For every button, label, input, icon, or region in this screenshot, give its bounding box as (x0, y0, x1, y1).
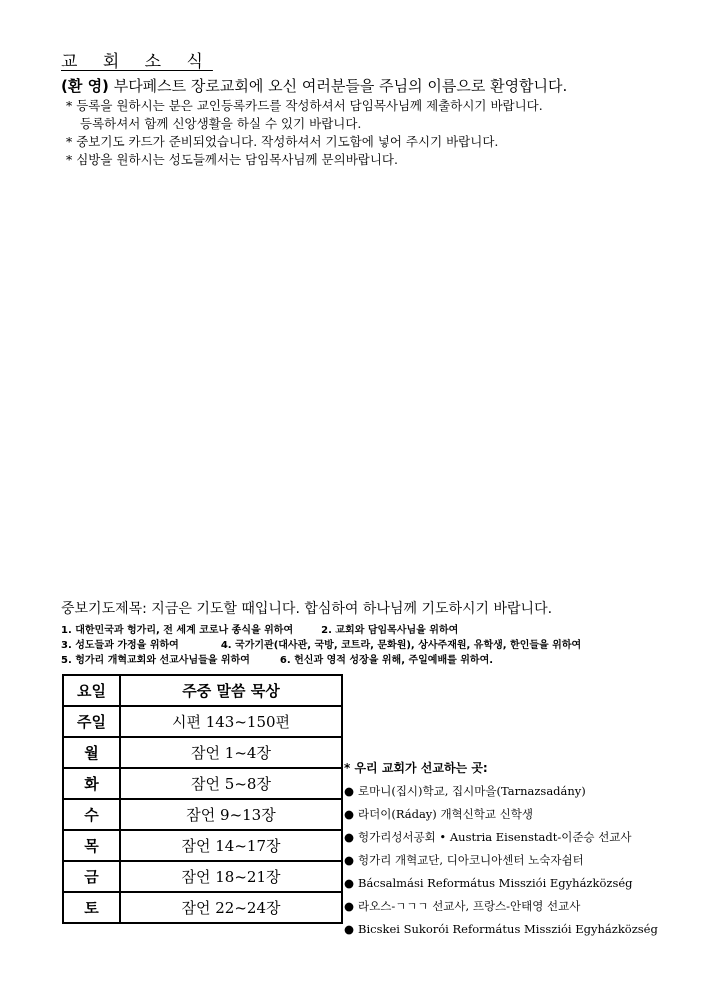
list-item (344, 895, 684, 918)
list-item (344, 918, 684, 941)
list-item (344, 849, 684, 872)
mission-item-label: Bicskei Sukorói Református Missziói Egyházközség (358, 922, 658, 936)
day-cell: 주일 (63, 706, 120, 737)
day-cell: 수 (63, 799, 120, 830)
bullet-icon: ● (344, 853, 355, 867)
prayer-item: 2. 교회와 담임목사님을 위하여 (321, 625, 459, 636)
bullet-icon: ● (344, 876, 355, 890)
notice-prayer-card: * 중보기도 카드가 준비되었습니다. 작성하셔서 기도함에 넣어 주시기 바랍니다. (66, 134, 499, 149)
mission-list (344, 759, 684, 941)
table-row (63, 892, 342, 923)
notice-registration: * 등록을 원하시는 분은 교인등록카드를 작성하셔서 담임목사님께 제출하시기 바랍니다. (66, 98, 543, 113)
bullet-icon: ● (344, 807, 355, 821)
mission-heading: * 우리 교회가 선교하는 곳: (344, 761, 488, 775)
prayer-line (61, 621, 458, 636)
prayer-item: 3. 성도들과 가정을 위하여 (61, 640, 179, 651)
prayer-item: 6. 헌신과 영적 성장을 위해, 주일예배를 위하여. (279, 655, 494, 666)
reading-cell: 잠언 1~4장 (120, 737, 342, 768)
reading-cell: 잠언 9~13장 (120, 799, 342, 830)
day-cell: 월 (63, 737, 120, 768)
notice-visitation: * 심방을 원하시는 성도들께서는 담임목사님께 문의바랍니다. (66, 152, 398, 167)
prayer-heading: 중보기도제목: 지금은 기도할 때입니다. 합심하여 하나님께 기도하시기 바랍니다. (61, 601, 553, 617)
list-item (344, 780, 684, 803)
welcome-line (61, 75, 567, 96)
table-row (63, 768, 342, 799)
bullet-icon: ● (344, 784, 355, 798)
table-row (63, 861, 342, 892)
prayer-item: 1. 대한민국과 헝가리, 전 세계 코로나 종식을 위하여 (61, 625, 294, 636)
table-row (63, 799, 342, 830)
prayer-item: 4. 국가기관(대사관, 국방, 코트라, 문화원), 상사주재원, 유학생, 한인들을 위하여 (220, 640, 582, 651)
prayer-item: 5. 헝가리 개혁교회와 선교사님들을 위하여 (61, 655, 250, 666)
list-item (344, 803, 684, 826)
bible-reading-table (62, 674, 343, 924)
table-row (63, 706, 342, 737)
list-item (344, 826, 684, 849)
reading-cell: 잠언 14~17장 (120, 830, 342, 861)
table-row (63, 737, 342, 768)
mission-item-label: Bácsalmási Református Missziói Egyházközség (358, 876, 633, 890)
bullet-icon: ● (344, 830, 355, 844)
mission-item-label: 로마니(집시)학교, 집시마을(Tarnazsadány) (358, 784, 586, 798)
bullet-icon: ● (344, 899, 355, 913)
mission-item-label: 라오스-ㄱㄱㄱ 선교사, 프랑스-안태영 선교사 (358, 899, 581, 913)
day-cell: 화 (63, 768, 120, 799)
day-cell: 금 (63, 861, 120, 892)
page-title: 교 회 소 식 (61, 52, 213, 72)
table-header-row (63, 675, 342, 706)
welcome-label: (환 영) (61, 77, 109, 95)
list-item (344, 872, 684, 895)
header-reading: 주중 말씀 묵상 (120, 675, 342, 706)
reading-cell: 잠언 18~21장 (120, 861, 342, 892)
bullet-icon: ● (344, 922, 355, 936)
welcome-text: 부다페스트 장로교회에 오신 여러분들을 주님의 이름으로 환영합니다. (113, 77, 568, 95)
header-day: 요일 (63, 675, 120, 706)
reading-cell: 시편 143~150편 (120, 706, 342, 737)
mission-item-label: 라더이(Ráday) 개혁신학교 신학생 (358, 807, 533, 821)
prayer-line (61, 651, 493, 666)
mission-item-label: 헝가리성서공회 • Austria Eisenstadt-이준승 선교사 (358, 830, 632, 844)
reading-cell: 잠언 22~24장 (120, 892, 342, 923)
table-row (63, 830, 342, 861)
day-cell: 토 (63, 892, 120, 923)
prayer-line (61, 636, 581, 651)
reading-cell: 잠언 5~8장 (120, 768, 342, 799)
day-cell: 목 (63, 830, 120, 861)
mission-item-label: 헝가리 개혁교단, 디아코니아센터 노숙자쉼터 (358, 853, 584, 867)
notice-registration-cont: 등록하셔서 함께 신앙생활을 하실 수 있기 바랍니다. (80, 116, 362, 131)
